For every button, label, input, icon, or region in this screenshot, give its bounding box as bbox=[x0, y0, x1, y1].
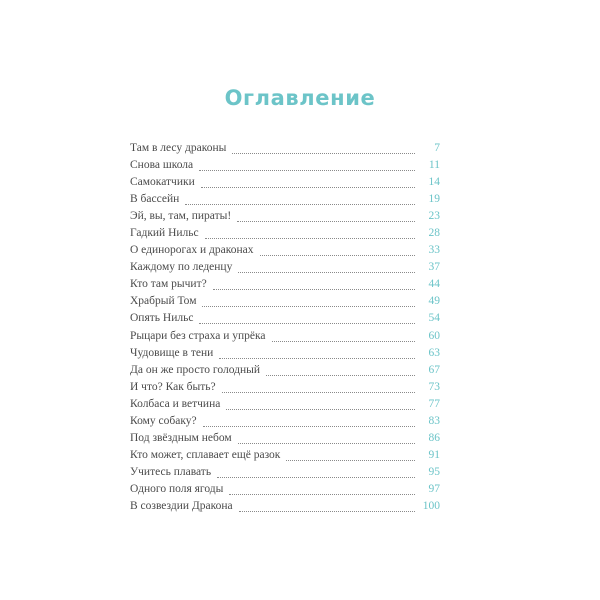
dot-leader bbox=[199, 323, 415, 324]
dot-leader bbox=[260, 255, 416, 256]
toc-entry-title: Гадкий Нильс bbox=[130, 227, 199, 240]
toc-entry-title: Колбаса и ветчина bbox=[130, 397, 221, 410]
toc-entry[interactable] bbox=[130, 347, 440, 364]
dot-leader bbox=[286, 460, 415, 461]
toc-entry-title: Кто может, сплавает ещё разок bbox=[130, 448, 281, 461]
dot-leader bbox=[237, 221, 415, 222]
toc-entry[interactable] bbox=[130, 415, 440, 432]
dot-leader bbox=[203, 426, 415, 427]
dot-leader bbox=[205, 238, 415, 239]
dot-leader bbox=[202, 306, 415, 307]
dot-leader bbox=[185, 204, 415, 205]
toc-entry[interactable] bbox=[130, 244, 440, 261]
toc-entry[interactable] bbox=[130, 227, 440, 244]
toc-entry-title: Учитесь плавать bbox=[130, 465, 212, 478]
dot-leader bbox=[226, 409, 415, 410]
dot-leader bbox=[219, 358, 415, 359]
toc-entry-page: 14 bbox=[428, 176, 440, 189]
toc-entry-title: Рыцари без страха и упрёка bbox=[130, 329, 266, 342]
toc-entry-title: Опять Нильс bbox=[130, 312, 194, 325]
toc-entry-title: Под звёздным небом bbox=[130, 431, 232, 444]
toc-entry-page: 83 bbox=[428, 414, 440, 427]
dot-leader bbox=[238, 443, 415, 444]
table-of-contents bbox=[130, 142, 440, 517]
toc-entry[interactable] bbox=[130, 364, 440, 381]
page-title: Оглавление bbox=[224, 86, 376, 110]
toc-entry-page: 37 bbox=[428, 261, 440, 274]
dot-leader bbox=[229, 494, 415, 495]
toc-entry-page: 86 bbox=[428, 431, 440, 444]
toc-entry[interactable] bbox=[130, 432, 440, 449]
toc-entry-title: О единорогах и драконах bbox=[130, 244, 254, 257]
dot-leader bbox=[239, 511, 415, 512]
toc-entry-title: Кому собаку? bbox=[130, 414, 197, 427]
toc-entry-page: 73 bbox=[428, 380, 440, 393]
toc-entry-title: Чудовище в тени bbox=[130, 346, 214, 359]
toc-entry-page: 67 bbox=[428, 363, 440, 376]
toc-entry-page: 97 bbox=[428, 482, 440, 495]
toc-entry-page: 7 bbox=[434, 142, 440, 154]
toc-entry-title: Одного поля ягоды bbox=[130, 482, 224, 495]
toc-entry[interactable] bbox=[130, 193, 440, 210]
toc-entry-title: И что? Как быть? bbox=[130, 380, 216, 393]
toc-entry-page: 33 bbox=[428, 244, 440, 257]
toc-entry-title: В бассейн bbox=[130, 193, 180, 206]
dot-leader bbox=[201, 187, 415, 188]
toc-entry[interactable] bbox=[130, 142, 440, 159]
toc-entry-title: В созвездии Дракона bbox=[130, 499, 233, 512]
toc-entry-page: 44 bbox=[428, 278, 440, 291]
toc-entry[interactable] bbox=[130, 381, 440, 398]
toc-entry-page: 23 bbox=[428, 210, 440, 223]
toc-entry-page: 95 bbox=[428, 465, 440, 478]
dot-leader bbox=[266, 375, 415, 376]
toc-entry[interactable] bbox=[130, 176, 440, 193]
toc-entry-page: 49 bbox=[428, 295, 440, 308]
toc-entry-page: 11 bbox=[428, 159, 440, 172]
dot-leader bbox=[272, 341, 415, 342]
toc-entry[interactable] bbox=[130, 483, 440, 500]
toc-entry-title: Снова школа bbox=[130, 159, 194, 172]
toc-entry[interactable] bbox=[130, 330, 440, 347]
toc-entry-page: 54 bbox=[428, 312, 440, 325]
toc-entry[interactable] bbox=[130, 466, 440, 483]
toc-entry-title: Эй, вы, там, пираты! bbox=[130, 210, 232, 223]
toc-entry-page: 77 bbox=[428, 397, 440, 410]
toc-entry[interactable] bbox=[130, 261, 440, 278]
toc-entry-page: 60 bbox=[428, 329, 440, 342]
toc-entry[interactable] bbox=[130, 500, 440, 517]
toc-entry[interactable] bbox=[130, 295, 440, 312]
dot-leader bbox=[199, 170, 415, 171]
toc-entry-page: 63 bbox=[428, 346, 440, 359]
toc-entry-page: 19 bbox=[428, 193, 440, 206]
toc-entry-title: Там в лесу драконы bbox=[130, 142, 227, 154]
toc-entry[interactable] bbox=[130, 159, 440, 176]
toc-entry[interactable] bbox=[130, 312, 440, 329]
toc-entry[interactable] bbox=[130, 210, 440, 227]
toc-entry-page: 28 bbox=[428, 227, 440, 240]
dot-leader bbox=[213, 289, 415, 290]
dot-leader bbox=[232, 153, 415, 154]
toc-entry[interactable] bbox=[130, 449, 440, 466]
toc-entry-title: Кто там рычит? bbox=[130, 278, 207, 291]
toc-entry-title: Самокатчики bbox=[130, 176, 195, 189]
toc-entry-page: 100 bbox=[422, 499, 440, 512]
toc-entry-page: 91 bbox=[428, 448, 440, 461]
toc-entry-title: Каждому по леденцу bbox=[130, 261, 233, 274]
dot-leader bbox=[238, 272, 415, 273]
toc-entry-title: Да он же просто голодный bbox=[130, 363, 260, 376]
dot-leader bbox=[222, 392, 415, 393]
toc-entry-title: Храбрый Том bbox=[130, 295, 197, 308]
toc-entry[interactable] bbox=[130, 278, 440, 295]
toc-entry[interactable] bbox=[130, 398, 440, 415]
dot-leader bbox=[217, 477, 415, 478]
